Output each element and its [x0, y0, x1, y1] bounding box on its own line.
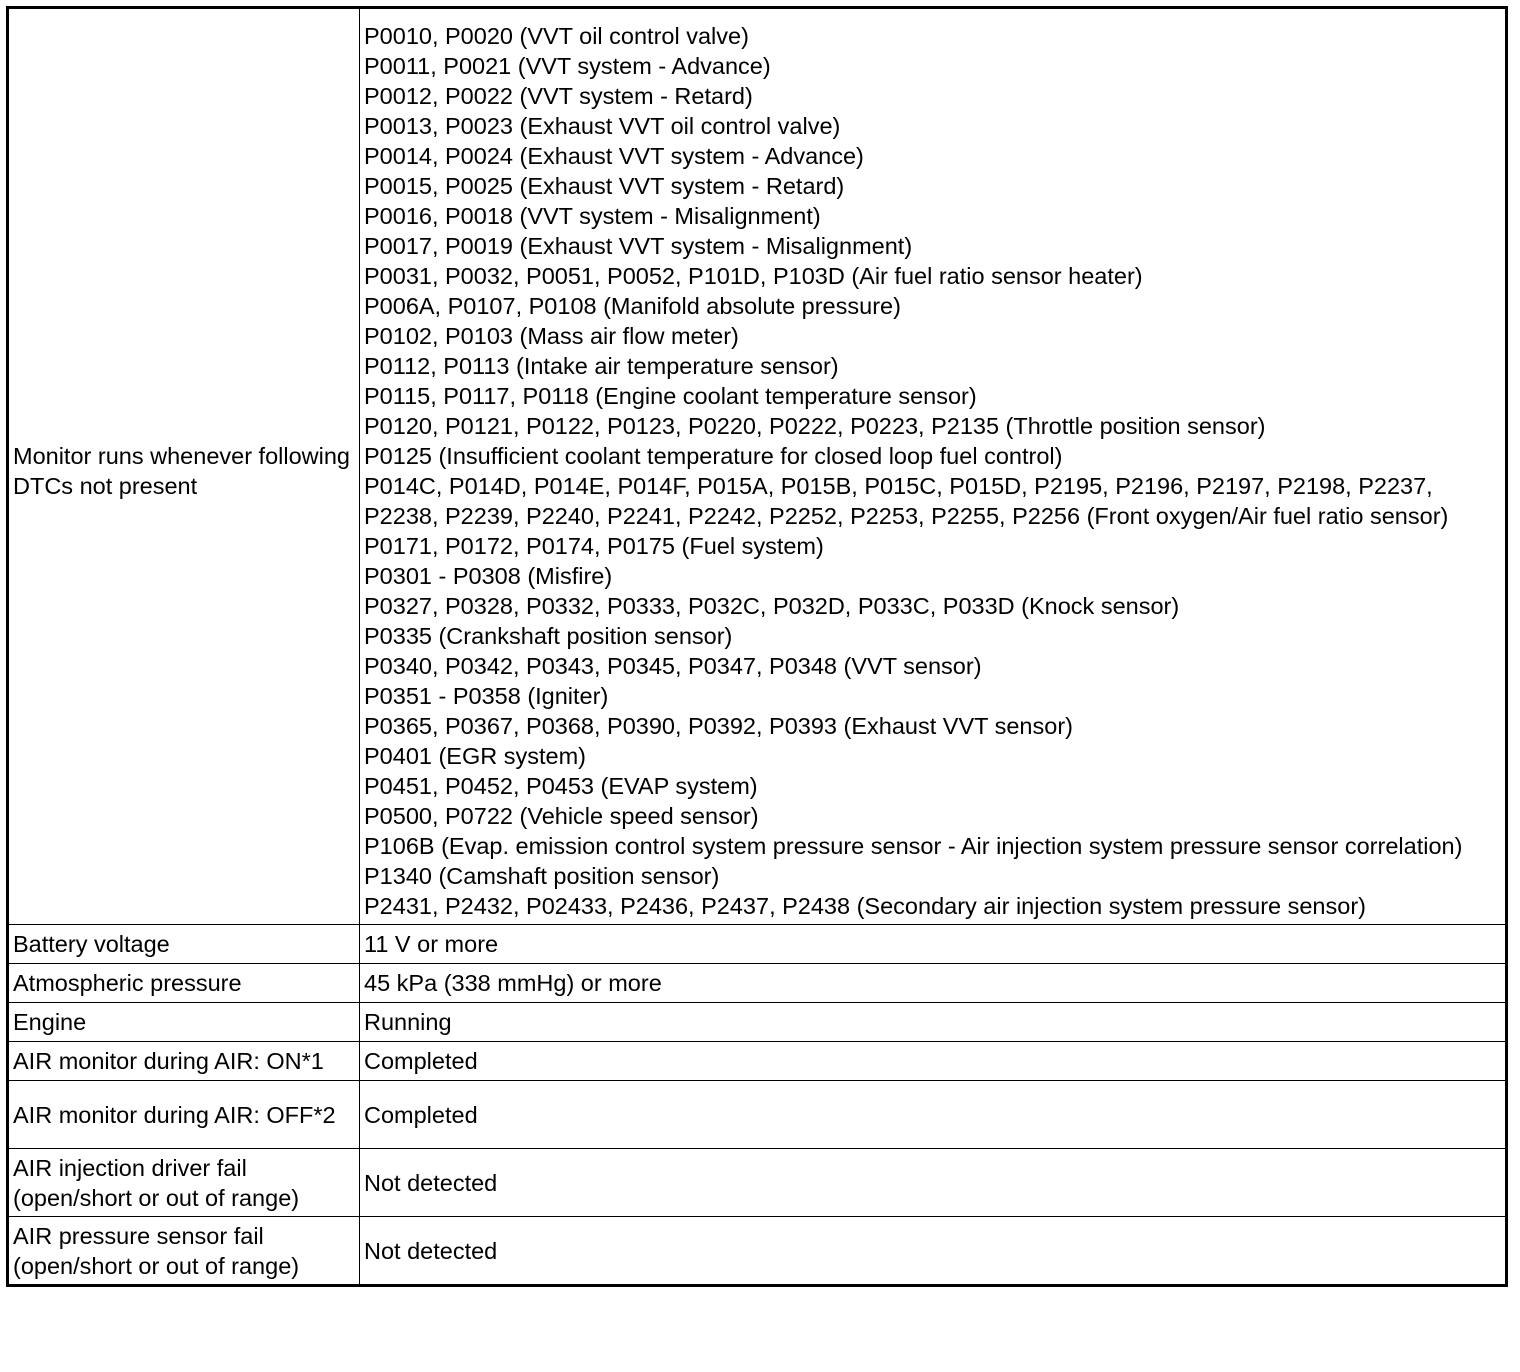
table-row	[8, 925, 1507, 964]
dtc-item: P0335 (Crankshaft position sensor)	[364, 623, 733, 649]
condition-label: AIR pressure sensor fail (open/short or out of range)	[8, 1217, 360, 1286]
dtc-item: P0171, P0172, P0174, P0175 (Fuel system)	[364, 533, 824, 559]
dtc-item: P106B (Evap. emission control system pressure sensor - Air injection system pressure sensor correlation)	[364, 833, 1463, 859]
dtc-item: P0125 (Insufficient coolant temperature for closed loop fuel control)	[364, 443, 1063, 469]
dtc-item: P0102, P0103 (Mass air flow meter)	[364, 323, 739, 349]
condition-value: 45 kPa (338 mmHg) or more	[360, 964, 1507, 1003]
condition-label: Monitor runs whenever following DTCs not present	[8, 8, 360, 925]
condition-label: Engine	[8, 1003, 360, 1042]
table-row	[8, 1149, 1507, 1217]
condition-value: 11 V or more	[360, 925, 1507, 964]
dtc-item: P0012, P0022 (VVT system - Retard)	[364, 83, 753, 109]
table-row	[8, 1081, 1507, 1149]
table-row	[8, 1003, 1507, 1042]
table-row	[8, 964, 1507, 1003]
dtc-item: P0401 (EGR system)	[364, 743, 587, 769]
dtc-item: P0016, P0018 (VVT system - Misalignment)	[364, 203, 821, 229]
dtc-item: P0011, P0021 (VVT system - Advance)	[364, 53, 771, 79]
dtc-item: P014C, P014D, P014E, P014F, P015A, P015B, P015C, P015D, P2195, P2196, P2197, P2198, P2237, P2238, P2239, P2240, P2241, P2242, P2252, P2253, P2255, P2256 (Front oxygen/Air fuel ratio sensor)	[364, 473, 1449, 529]
condition-value: Not detected	[360, 1217, 1507, 1286]
table-row	[8, 1042, 1507, 1081]
dtc-item: P1340 (Camshaft position sensor)	[364, 863, 720, 889]
condition-value: Not detected	[360, 1149, 1507, 1217]
table-row	[8, 1217, 1507, 1286]
condition-label: Atmospheric pressure	[8, 964, 360, 1003]
dtc-list	[360, 8, 1507, 925]
table-row	[8, 8, 1507, 925]
dtc-item: P0120, P0121, P0122, P0123, P0220, P0222, P0223, P2135 (Throttle position sensor)	[364, 413, 1266, 439]
condition-value: Running	[360, 1003, 1507, 1042]
dtc-item: P006A, P0107, P0108 (Manifold absolute pressure)	[364, 293, 901, 319]
dtc-item: P0014, P0024 (Exhaust VVT system - Advance)	[364, 143, 864, 169]
dtc-item: P0451, P0452, P0453 (EVAP system)	[364, 773, 758, 799]
monitor-conditions-table	[6, 6, 1508, 1287]
dtc-item: P0365, P0367, P0368, P0390, P0392, P0393 (Exhaust VVT sensor)	[364, 713, 1073, 739]
condition-label: AIR injection driver fail (open/short or out of range)	[8, 1149, 360, 1217]
condition-value: Completed	[360, 1042, 1507, 1081]
dtc-item: P0351 - P0358 (Igniter)	[364, 683, 609, 709]
dtc-item: P0115, P0117, P0118 (Engine coolant temperature sensor)	[364, 383, 977, 409]
dtc-item: P0015, P0025 (Exhaust VVT system - Retard)	[364, 173, 845, 199]
dtc-item: P0031, P0032, P0051, P0052, P101D, P103D (Air fuel ratio sensor heater)	[364, 263, 1143, 289]
dtc-item: P0017, P0019 (Exhaust VVT system - Misalignment)	[364, 233, 913, 259]
dtc-item: P0327, P0328, P0332, P0333, P032C, P032D, P033C, P033D (Knock sensor)	[364, 593, 1180, 619]
condition-label: AIR monitor during AIR: OFF*2	[8, 1081, 360, 1149]
dtc-item: P0013, P0023 (Exhaust VVT oil control valve)	[364, 113, 841, 139]
dtc-item: P0301 - P0308 (Misfire)	[364, 563, 613, 589]
condition-label: Battery voltage	[8, 925, 360, 964]
dtc-item: P0112, P0113 (Intake air temperature sensor)	[364, 353, 839, 379]
dtc-item: P0500, P0722 (Vehicle speed sensor)	[364, 803, 759, 829]
dtc-item: P0010, P0020 (VVT oil control valve)	[364, 23, 749, 49]
dtc-item: P2431, P2432, P02433, P2436, P2437, P2438 (Secondary air injection system pressure sensor)	[364, 893, 1366, 919]
condition-label: AIR monitor during AIR: ON*1	[8, 1042, 360, 1081]
dtc-item: P0340, P0342, P0343, P0345, P0347, P0348 (VVT sensor)	[364, 653, 982, 679]
condition-value: Completed	[360, 1081, 1507, 1149]
